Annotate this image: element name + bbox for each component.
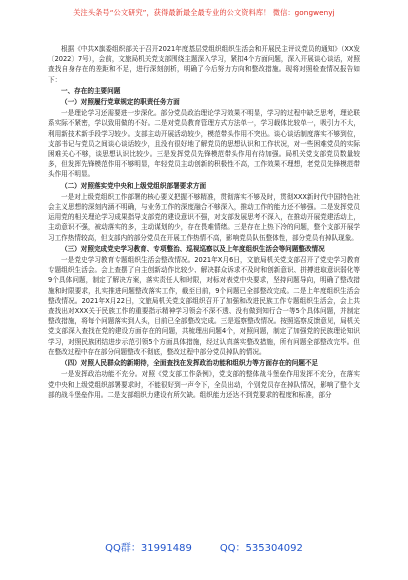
intro-paragraph: 根据《中共X旗委组织部关于召开2021年度基层党组织组织生活会和开展民主评议党员的通知》（XX发〔2022〕7号），会前，文旅局机关党支部围绕主题深入学习，紧扣4个方面问题，深入开展谈心谈话，对照查找自身存在的差距和不足，进行深刻剖析，明确了今后努力方向和整改措施。现将对照检查情况报告如下： (48, 45, 360, 84)
header-banner: 关注头条号“公文研究”，获得最新最全最专业的公文资料库！ 微信：gongwenyj (73, 8, 335, 17)
subsection-heading-1: （一）对照履行党章规定的职责任务方面 (61, 98, 180, 107)
subsection-heading-3: （三）对照完成党史学习教育、专项整治、巡视巡察以及上年度组织生活会等问题整改情况 (61, 244, 325, 253)
footer-qq-group: QQ群：31991489 (105, 543, 192, 554)
section-heading: 一、存在的主要问题 (61, 86, 121, 95)
body-paragraph-1: 一是理论学习还需要进一步深化。部分党员政治理论学习效果不明显，学习的过程中缺乏思考，理论联系实际不紧密，学以致用做的不好。二是对党员教育管理方式方法单一，学习载体比较单一，吸引力不大，利用新技术新手段学习较少。支部主动开展活动较少，模范带头作用不突出。谈心谈话制度落实不够到位，支部书记与党员之间谈心谈话较少，且没有很好地了解党员的思想认识和工作状况，对一些困难党员的实际困难关心不够，谈思想认识比较少。三是发挥党员先锋模范带头作用有待加强。局机关党支部党员数量较多，但发挥先锋模范作用不够明显，年轻党员主动创新的积极性不高，工作效果不理想，老党员先锋模范带头作用不明显。 (48, 109, 360, 179)
body-paragraph-3: 一是党史学习教育专题组织生活会整改情况。2021年X月6日，文旅局机关党支部召开了党史学习教育专题组织生活会。会上查摆了自主创新动作比较少、解决群众诉求不及时和创新意识、拼搏进取意识弱化等9个具体问题，制定了解决方案，落实责任人和时限，对标对表党中央要求，坚持问题导向，明确了整改措施和时限要求，扎实推进问题整改落实工作，截至目前，9个问题已全部整改完成。二是上年度组织生活会整改情况。2021年X月22日，文旅局机关党支部组织召开了加强和改进民族工作专题组织生活会，会上共查找出对XXX关于民族工作的重要指示精神学习领会不深不透、没有做到知行合一等5个具体问题，并制定整改措施，将每个问题落实到人头，目前已全部整改完成。三是巡察整改情况。按照巡察反馈意见，局机关党支部深入查找在党的建设方面存在的问题，共梳理出问题4个，对照问题，制定了加强党的民族理论知识学习，对照民族团结进步示范引领5个方面具体措施，经过认真落实整改措施，所有问题全部整改完毕。但在整改过程中存在部分问题整改不彻底，整改过程中部分党员掉队的情况。 (48, 256, 360, 356)
footer-qq: QQ：535304092 (219, 543, 303, 554)
subsection-heading-4: （四）对照人民群众的新期待，全面查找在发挥政治功能和组织力等方面存在的问题不足 (61, 359, 319, 368)
document-body (48, 44, 360, 401)
body-paragraph-2: 一是对上级党组织工作部署的核心要义把握不够精准，贯彻落实不够及时，贯彻XXX新时代中国特色社会主义思想的深刻内涵不明确，与业务工作的深度融合不够深入，推动工作的能力还不够强。二是发挥党员运用党的相关理论学习成果指导支部党的建设意识不强，对支部发展思考不深入，在推动开展党建活动上，主动意识不强，被动落实的多，主动谋划的少，存在畏难情绪。三是存在上热下冷的问题，整个支部开展学习工作热情较高，但支部内的部分党员在开展工作热情不高，影响党员队伍整体性，部分党员有掉队现象。 (48, 192, 360, 242)
subsection-heading-2: （二）对照落实党中央和上级党组织部署要求方面 (61, 181, 207, 190)
footer-contact (0, 539, 408, 554)
body-paragraph-4: 一是发挥政治功能不充分。对照《党支部工作条例》，党支部的整体战斗堡垒作用发挥不充分，在落实党中央和上级党组织部署要求时，不能很好到一声令下，全员出动，个别党员存在掉队情况，影响了整个支部的战斗堡垒作用。二是支部组织力建设有所欠缺。组织能力还达不到党要求的程度和标准，部分 (48, 370, 360, 399)
